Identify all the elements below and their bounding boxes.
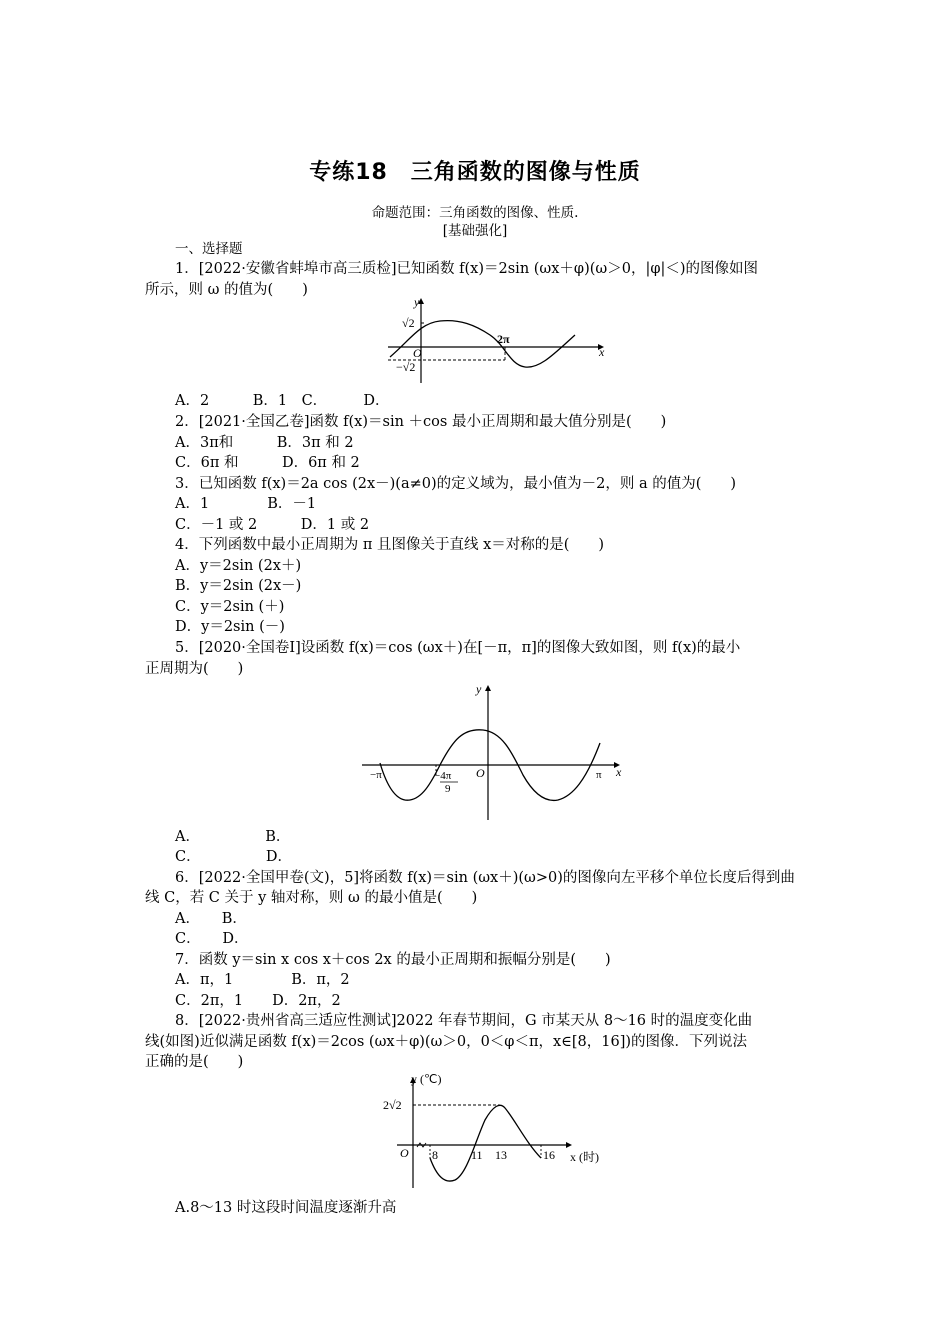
q8-line3: 正确的是( ) bbox=[145, 1054, 244, 1070]
q7-stem: 7．函数 y＝sin x cos x＋cos 2x 的最小正周期和振幅分别是( ) bbox=[175, 952, 611, 968]
page-title: 专练18 三角函数的图像与性质 bbox=[309, 160, 641, 185]
q3-stem: 3．已知函数 f(x)＝2a cos (2x－)(a≠0)的定义域为，最小值为－2，则 a 的值为( ) bbox=[175, 476, 737, 492]
q8-origin-label: O bbox=[400, 1146, 409, 1160]
scope-line: 命题范围：三角函数的图像、性质. bbox=[371, 205, 579, 221]
section-heading: 一、选择题 bbox=[175, 241, 243, 257]
q8-axis-break bbox=[417, 1143, 426, 1147]
q1-origin-label: O bbox=[413, 346, 422, 360]
q1-graph bbox=[380, 295, 605, 387]
q7-options-ab: A．π，1 B．π，2 bbox=[175, 972, 350, 988]
q6-options-ab: A． B． bbox=[175, 911, 247, 927]
q4-stem: 4．下列函数中最小正周期为 π 且图像关于直线 x＝对称的是( ) bbox=[175, 537, 605, 553]
q7-options-cd: C．2π，1 D．2π，2 bbox=[175, 993, 341, 1009]
q5-negpi-label: −π bbox=[370, 769, 382, 781]
q8-option-a: A.8～13 时这段时间温度逐渐升高 bbox=[175, 1200, 397, 1216]
q1-2pi-label: 2π bbox=[497, 332, 510, 346]
q5-mark-numerator: −4π bbox=[434, 770, 452, 782]
q8-curve bbox=[430, 1105, 541, 1181]
q1-curve bbox=[390, 321, 575, 368]
q8-x-arrow bbox=[566, 1142, 572, 1148]
q5-pi-label: π bbox=[596, 769, 602, 781]
q6-line1: 6．[2022·全国甲卷(文)，5]将函数 f(x)＝sin (ωx＋)(ω>0)的图像向左平移个单位长度后得到曲 bbox=[175, 870, 795, 886]
q3-options-ab: A．1 B．－1 bbox=[175, 496, 317, 512]
q1-x-label: x bbox=[599, 345, 605, 359]
q1-line2: 所示，则 ω 的值为( ) bbox=[145, 282, 308, 298]
q1-bottom-label: −√2 bbox=[396, 360, 416, 374]
q5-options-ab: A． B． bbox=[175, 829, 291, 845]
q8-line1: 8．[2022·贵州省高三适应性测试]2022 年春节期间，G 市某天从 8～16 时的温度变化曲 bbox=[175, 1013, 753, 1029]
q6-options-cd: C． D． bbox=[175, 931, 249, 947]
q1-line1: 1．[2022·安徽省蚌埠市高三质检]已知函数 f(x)＝2sin (ωx＋φ)(ω＞0，|φ|＜)的图像如图 bbox=[175, 261, 759, 277]
q4-option-c: C．y＝2sin (＋) bbox=[175, 599, 285, 615]
q5-line2: 正周期为( ) bbox=[145, 661, 244, 677]
q2-stem: 2．[2021·全国乙卷]函数 f(x)＝sin ＋cos 最小正周期和最大值分别是( ) bbox=[175, 414, 667, 430]
q5-mark-denominator: 9 bbox=[445, 783, 451, 795]
q8-line2: 线(如图)近似满足函数 f(x)＝2cos (ωx＋φ)(ω＞0，0＜φ＜π，x∈[8，16])的图像．下列说法 bbox=[145, 1034, 748, 1050]
q1-top-label: √2 bbox=[402, 316, 415, 330]
q2-options-ab: A．3π和 B．3π 和 2 bbox=[175, 435, 354, 451]
q8-top-label: 2√2 bbox=[383, 1098, 402, 1112]
q8-tick-8: 8 bbox=[432, 1148, 438, 1162]
q3-options-cd: C．－1 或 2 D．1 或 2 bbox=[175, 517, 370, 533]
q8-tick-16: 16 bbox=[543, 1148, 555, 1162]
q4-option-b: B．y＝2sin (2x－) bbox=[175, 578, 302, 594]
q8-graph bbox=[375, 1072, 610, 1192]
q1-options: A．2 B．1 C． D． bbox=[175, 393, 390, 409]
q4-option-a: A．y＝2sin (2x＋) bbox=[175, 558, 302, 574]
q8-y-label: y (℃) bbox=[411, 1072, 442, 1086]
q5-graph bbox=[358, 680, 628, 825]
q5-y-arrow bbox=[485, 685, 491, 691]
q4-option-d: D．y＝2sin (－) bbox=[175, 619, 285, 635]
q8-x-label: x (时) bbox=[570, 1150, 599, 1164]
q5-line1: 5．[2020·全国卷Ⅰ]设函数 f(x)＝cos (ωx＋)在[－π，π]的图像大致如图，则 f(x)的最小 bbox=[175, 640, 741, 656]
q5-x-label: x bbox=[616, 765, 622, 779]
q1-y-label: y bbox=[414, 295, 420, 309]
q8-tick-11: 11 bbox=[471, 1148, 483, 1162]
q5-options-cd: C． D． bbox=[175, 849, 292, 865]
q2-options-cd: C．6π 和 D．6π 和 2 bbox=[175, 455, 360, 471]
q6-line2: 线 C，若 C 关于 y 轴对称，则 ω 的最小值是( ) bbox=[145, 890, 478, 906]
q5-y-label: y bbox=[476, 682, 482, 696]
q5-origin-label: O bbox=[476, 766, 485, 780]
level-line: [基础强化] bbox=[442, 223, 508, 239]
q8-tick-13: 13 bbox=[495, 1148, 507, 1162]
